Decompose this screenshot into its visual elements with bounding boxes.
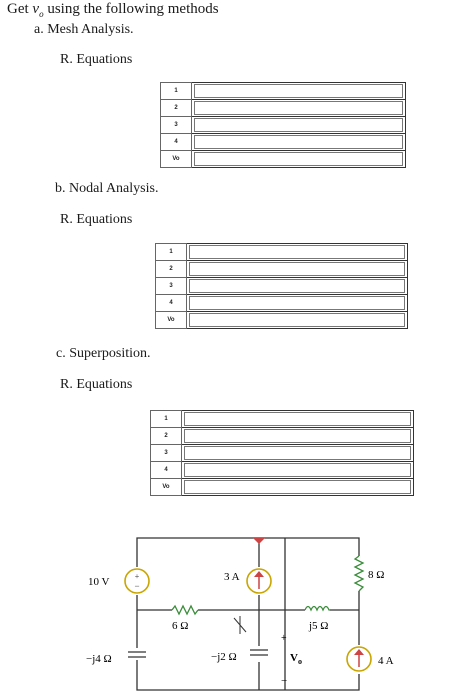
table-row bbox=[151, 411, 414, 428]
current-source-4a-icon bbox=[347, 647, 371, 671]
section-b-heading: b. Nodal Analysis. bbox=[55, 181, 159, 196]
label-cap-j4: −j4 Ω bbox=[86, 653, 112, 665]
row-label: 3 bbox=[156, 278, 187, 295]
equation-cell[interactable] bbox=[187, 278, 408, 295]
table-row bbox=[161, 134, 406, 151]
table-row bbox=[161, 151, 406, 168]
inductor-j5-icon bbox=[305, 607, 330, 611]
svg-text:−: − bbox=[134, 581, 140, 591]
junction-mark-icon bbox=[234, 616, 246, 634]
row-label: 4 bbox=[161, 134, 192, 151]
equation-cell[interactable] bbox=[192, 117, 406, 134]
voltage-source-icon bbox=[125, 569, 149, 593]
label-j5: j5 Ω bbox=[309, 620, 329, 632]
equation-cell[interactable] bbox=[187, 295, 408, 312]
label-6-ohm: 6 Ω bbox=[172, 620, 189, 632]
equation-cell[interactable] bbox=[192, 134, 406, 151]
row-label: 4 bbox=[156, 295, 187, 312]
table-row bbox=[156, 244, 408, 261]
vo-plus: + bbox=[281, 633, 287, 644]
equation-cell[interactable] bbox=[182, 445, 414, 462]
equation-cell[interactable] bbox=[182, 479, 414, 496]
row-label: 2 bbox=[156, 261, 187, 278]
section-a-result-label: R. Equations bbox=[60, 52, 133, 67]
section-c-heading: c. Superposition. bbox=[56, 346, 151, 361]
section-c-result-label: R. Equations bbox=[60, 377, 133, 392]
row-label: 3 bbox=[161, 117, 192, 134]
row-label: Vo bbox=[156, 312, 187, 329]
table-row bbox=[156, 312, 408, 329]
section-b-equation-table bbox=[155, 243, 408, 329]
svg-text:+: + bbox=[134, 572, 140, 581]
row-label: 1 bbox=[151, 411, 182, 428]
row-label: 3 bbox=[151, 445, 182, 462]
row-label: 4 bbox=[151, 462, 182, 479]
equation-cell[interactable] bbox=[182, 462, 414, 479]
table-row bbox=[151, 445, 414, 462]
equation-cell[interactable] bbox=[187, 261, 408, 278]
resistor-6-icon bbox=[172, 606, 198, 614]
circuit-diagram bbox=[0, 520, 457, 700]
equation-cell[interactable] bbox=[182, 428, 414, 445]
section-c-equation-table bbox=[150, 410, 414, 496]
label-cap-j2: −j2 Ω bbox=[211, 651, 237, 663]
row-label: 2 bbox=[151, 428, 182, 445]
capacitor-j2-icon bbox=[250, 650, 268, 655]
vo-minus: − bbox=[281, 675, 288, 687]
table-row bbox=[156, 295, 408, 312]
row-label: 2 bbox=[161, 100, 192, 117]
table-row bbox=[156, 261, 408, 278]
equation-cell[interactable] bbox=[192, 83, 406, 100]
current-source-3a-icon bbox=[247, 569, 271, 593]
table-row bbox=[156, 278, 408, 295]
problem-title: Get $v_o$ using the following methods bbox=[7, 1, 219, 19]
resistor-8-icon bbox=[355, 556, 363, 591]
vo-label: $V_o$ bbox=[290, 652, 302, 666]
equation-cell[interactable] bbox=[182, 411, 414, 428]
label-4a: 4 A bbox=[378, 655, 394, 667]
arrow-icon bbox=[253, 538, 265, 544]
table-row bbox=[161, 117, 406, 134]
row-label: Vo bbox=[161, 151, 192, 168]
table-row bbox=[151, 462, 414, 479]
label-3a: 3 A bbox=[224, 571, 240, 583]
row-label: 1 bbox=[156, 244, 187, 261]
equation-cell[interactable] bbox=[192, 151, 406, 168]
row-label: 1 bbox=[161, 83, 192, 100]
section-a-equation-table bbox=[160, 82, 406, 168]
equation-cell[interactable] bbox=[192, 100, 406, 117]
capacitor-j4-icon bbox=[128, 652, 146, 657]
section-a-heading: a. Mesh Analysis. bbox=[34, 22, 134, 37]
label-10v: 10 V bbox=[88, 576, 110, 588]
table-row bbox=[161, 100, 406, 117]
equation-cell[interactable] bbox=[187, 244, 408, 261]
table-row bbox=[161, 83, 406, 100]
table-row bbox=[151, 479, 414, 496]
section-b-result-label: R. Equations bbox=[60, 212, 133, 227]
row-label: Vo bbox=[151, 479, 182, 496]
label-8-ohm: 8 Ω bbox=[368, 569, 385, 581]
table-row bbox=[151, 428, 414, 445]
equation-cell[interactable] bbox=[187, 312, 408, 329]
